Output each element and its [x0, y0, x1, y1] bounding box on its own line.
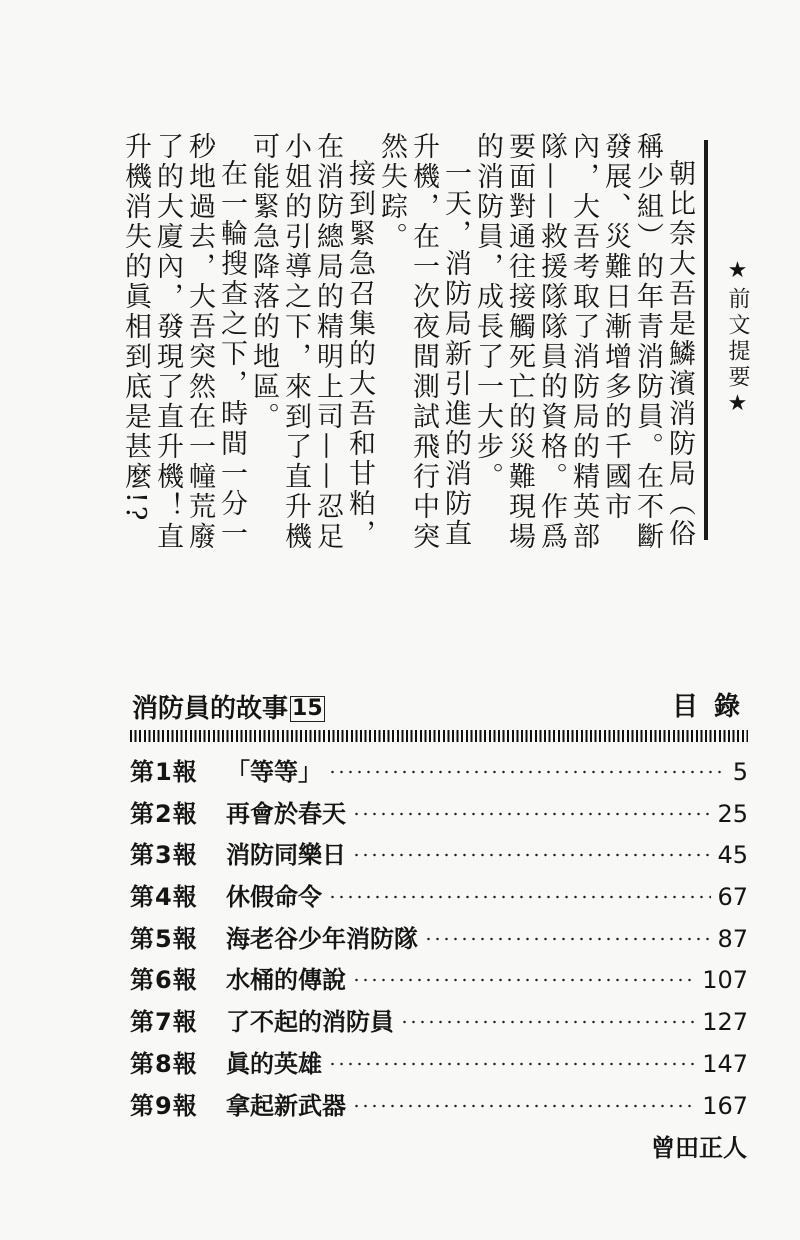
- toc-heading: 目錄: [672, 692, 757, 722]
- chapter-number: 第2報: [130, 799, 198, 828]
- series-title-text: 消防員的故事: [132, 694, 289, 724]
- series-title: [132, 688, 325, 725]
- chapter-title: 了不起的消防員: [226, 1008, 394, 1037]
- toc-entry[interactable]: [130, 752, 748, 794]
- chapter-title: 「等等」: [226, 758, 322, 786]
- chapter-title: 眞的英雄: [226, 1049, 322, 1078]
- dot-leader: [424, 937, 711, 941]
- chapter-number: 第1報: [130, 758, 198, 786]
- toc-entry[interactable]: [130, 1044, 748, 1086]
- dot-leader: [352, 812, 711, 816]
- author-name: 曾田正人: [651, 1134, 747, 1162]
- chapter-page: 45: [717, 841, 748, 870]
- dot-leader: [400, 1020, 696, 1024]
- chapter-title: 海老谷少年消防隊: [226, 924, 418, 953]
- chapter-number: 第4報: [130, 883, 198, 912]
- chapter-title: 拿起新武器: [226, 1091, 346, 1120]
- dot-leader: [352, 853, 711, 857]
- synopsis-text: [120, 132, 695, 572]
- dot-leader: [328, 895, 711, 899]
- toc-entry[interactable]: [130, 960, 748, 1002]
- toc-list: [130, 752, 748, 1127]
- chapter-number: 第6報: [130, 966, 198, 995]
- dot-leader: [328, 770, 722, 774]
- synopsis-paragraph: 在一輪搜查之下，時間一分一秒地過去，大吾突然在一幢荒廢了的大廈內，發現了直升機！直升機消失的眞相到底是甚麼!?: [120, 132, 247, 552]
- chapter-page: 107: [702, 966, 748, 995]
- synopsis-header: ★前文提要★: [725, 258, 750, 420]
- synopsis-paragraph: 一天，消防局新引進的消防直升機，在一次夜間測試飛行中突然失踪。: [376, 132, 471, 552]
- chapter-title: 消防同樂日: [226, 841, 346, 870]
- chapter-number: 第7報: [130, 1008, 198, 1037]
- chapter-title: 水桶的傳說: [226, 966, 346, 995]
- chapter-page: 67: [717, 883, 748, 912]
- toc-entry[interactable]: [130, 1002, 748, 1044]
- chapter-title: 休假命令: [226, 883, 322, 912]
- volume-number: 15: [292, 696, 323, 721]
- chapter-page: 87: [717, 924, 748, 953]
- toc-entry[interactable]: [130, 919, 748, 961]
- synopsis-paragraph: 接到緊急召集的大吾和甘粕，在消防總局的精明上司——忍足小姐的引導之下，來到了直升機可能緊急降落的地區。: [248, 132, 375, 552]
- dot-leader: [328, 1062, 696, 1066]
- chapter-title: 再會於春天: [226, 799, 346, 828]
- chapter-page: 127: [702, 1008, 748, 1037]
- dot-leader: [352, 978, 696, 982]
- synopsis-paragraph: 朝比奈大吾是鱗濱消防局（俗稱少組）的年青消防員。在不斷發展、災難日漸增多的千國市內，大吾考取了消防局的精英部隊——救援隊隊員的資格。作爲要面對通往接觸死亡的災難現場的消防員，成長了一大步。: [472, 132, 695, 552]
- toc-entry[interactable]: [130, 835, 748, 877]
- chapter-number: 第9報: [130, 1091, 198, 1120]
- chapter-number: 第3報: [130, 841, 198, 870]
- toc-entry[interactable]: [130, 877, 748, 919]
- chapter-page: 167: [702, 1091, 748, 1120]
- synopsis-rule: [704, 140, 708, 540]
- toc-entry[interactable]: [130, 794, 748, 836]
- chapter-page: 25: [717, 799, 748, 828]
- chapter-page: 147: [702, 1049, 748, 1078]
- hatch-divider: [130, 730, 748, 742]
- toc-entry[interactable]: [130, 1086, 748, 1128]
- chapter-page: 5: [732, 758, 748, 786]
- chapter-number: 第5報: [130, 924, 198, 953]
- dot-leader: [352, 1104, 696, 1108]
- chapter-number: 第8報: [130, 1049, 198, 1078]
